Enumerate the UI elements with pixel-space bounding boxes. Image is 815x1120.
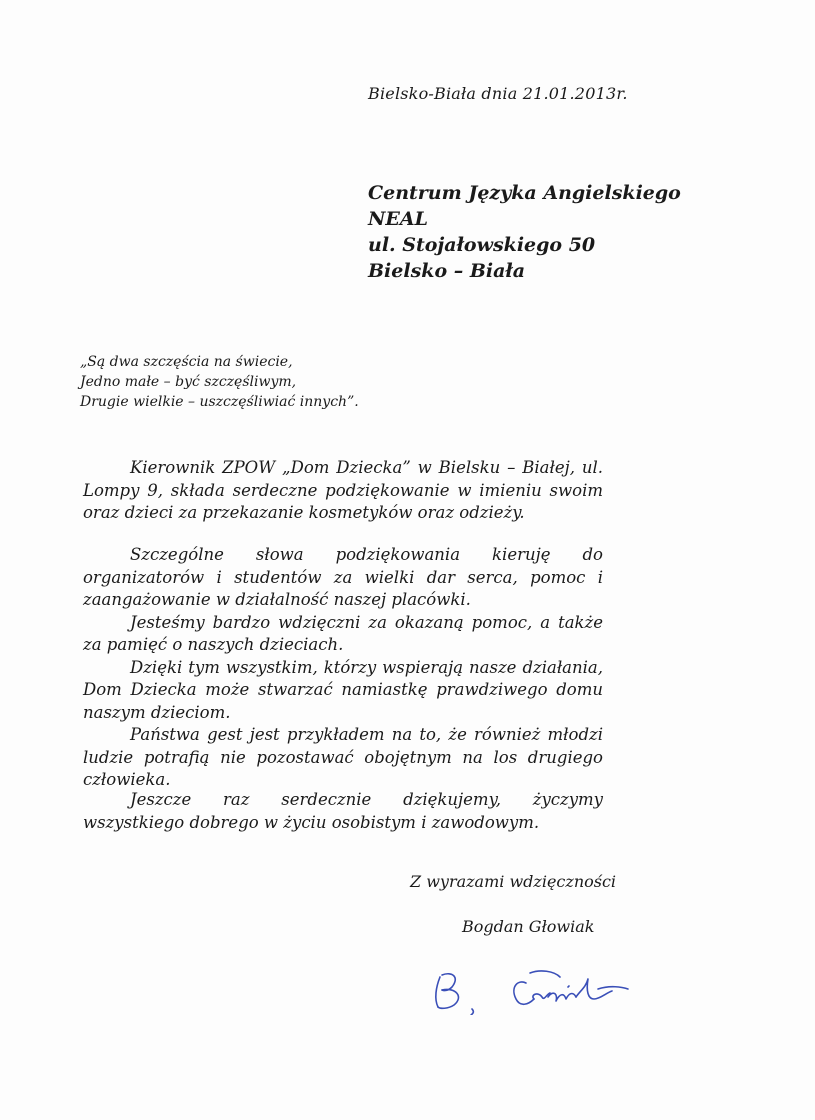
motto-line: „Są dwa szczęścia na świecie, bbox=[80, 354, 293, 370]
body-section-2 bbox=[83, 544, 603, 792]
motto-quote bbox=[80, 352, 359, 412]
recipient-line-city: Bielsko – Biała bbox=[368, 260, 526, 282]
paragraph: Dzięki tym wszystkim, którzy wspierają nasze działania, Dom Dziecka może stwarzać namiastkę prawdziwego domu naszym dzieciom. bbox=[83, 657, 603, 722]
date-line: Bielsko-Biała dnia 21.01.2013r. bbox=[368, 84, 628, 103]
closing-phrase: Z wyrazami wdzięczności bbox=[410, 872, 617, 891]
motto-line: Drugie wielkie – uszczęśliwiać innych”. bbox=[80, 394, 359, 410]
paragraph: Jeszcze raz serdecznie dziękujemy, życzymy wszystkiego dobrego w życiu osobistym i zawodowym. bbox=[83, 790, 603, 832]
body-section-3 bbox=[83, 789, 603, 834]
paragraph: Jesteśmy bardzo wdzięczni za okazaną pomoc, a także za pamięć o naszych dzieciach. bbox=[83, 612, 603, 654]
signer-name: Bogdan Głowiak bbox=[462, 917, 595, 936]
paragraph: Szczególne słowa podziękowania kieruję do organizatorów i studentów za wielki dar serca, pomoc i zaangażowanie w działalność naszej placówki. bbox=[83, 545, 603, 609]
handwritten-signature bbox=[430, 965, 640, 1015]
recipient-line-organization: Centrum Języka Angielskiego bbox=[368, 182, 681, 204]
recipient-line-name: NEAL bbox=[368, 208, 428, 230]
recipient-line-street: ul. Stojałowskiego 50 bbox=[368, 234, 596, 256]
body-section-1 bbox=[83, 457, 603, 525]
paragraph: Kierownik ZPOW „Dom Dziecka” w Bielsku – Białej, ul. Lompy 9, składa serdeczne podziękowanie w imieniu swoim oraz dzieci za przekazanie kosmetyków oraz odzieży. bbox=[83, 458, 603, 522]
recipient-address bbox=[368, 180, 681, 284]
motto-line: Jedno małe – być szczęśliwym, bbox=[80, 374, 297, 390]
paragraph: Państwa gest jest przykładem na to, że również młodzi ludzie potrafią nie pozostawać obojętnym na los drugiego człowieka. bbox=[83, 725, 603, 789]
